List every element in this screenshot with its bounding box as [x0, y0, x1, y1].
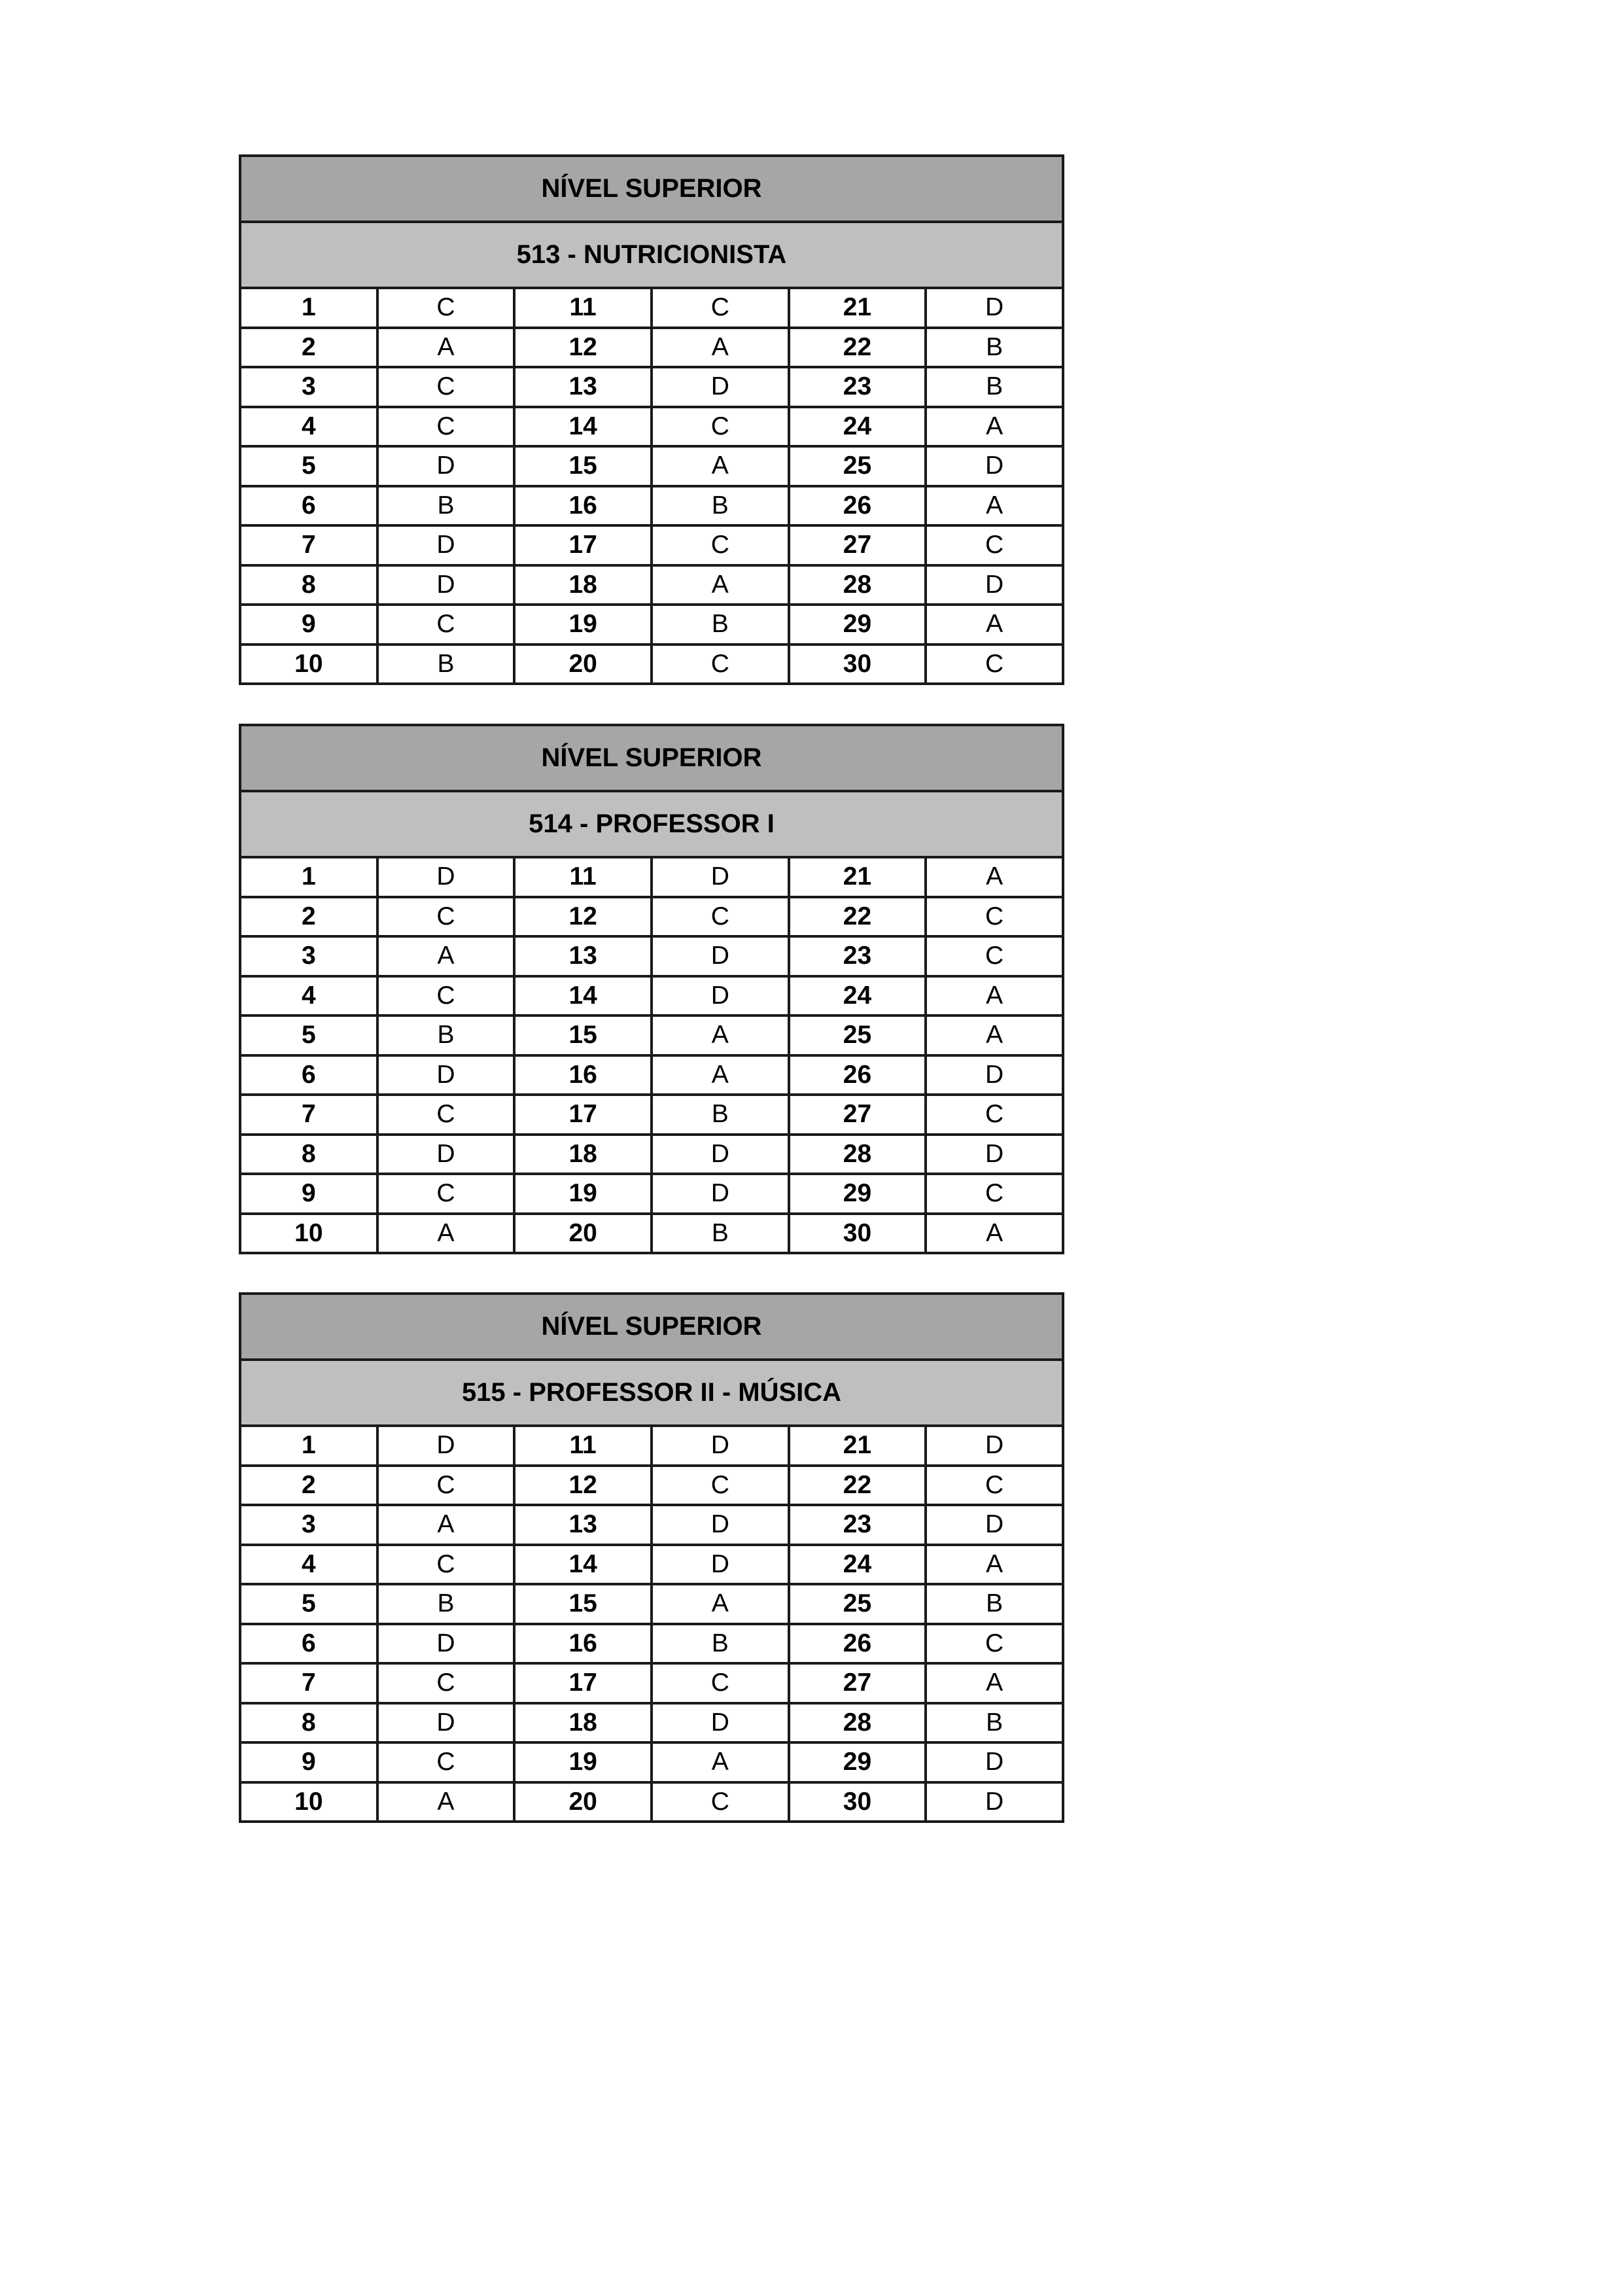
answer-letter: D [377, 1426, 515, 1466]
question-number: 6 [240, 1055, 377, 1095]
question-number: 6 [240, 1624, 377, 1664]
answer-letter: C [926, 1174, 1063, 1214]
answer-letter: A [377, 1505, 515, 1545]
question-number: 16 [514, 1624, 652, 1664]
question-number: 8 [240, 565, 377, 605]
question-number: 9 [240, 605, 377, 645]
answer-letter: D [926, 446, 1063, 486]
answer-letter: B [652, 1095, 789, 1135]
question-number: 30 [789, 1782, 926, 1822]
question-number: 10 [240, 645, 377, 684]
role-header-row [240, 1360, 1063, 1426]
answer-letter: A [926, 857, 1063, 897]
table-row [240, 897, 1063, 937]
question-number: 24 [789, 1545, 926, 1585]
table-row [240, 1624, 1063, 1664]
question-number: 8 [240, 1703, 377, 1743]
answer-letter: C [652, 1466, 789, 1506]
answer-letter: D [377, 525, 515, 565]
answer-letter: A [926, 1016, 1063, 1055]
answer-letter: A [926, 976, 1063, 1016]
answer-letter: A [652, 1584, 789, 1624]
question-number: 22 [789, 897, 926, 937]
answer-letter: C [377, 1174, 515, 1214]
answer-letter: D [377, 1703, 515, 1743]
question-number: 27 [789, 1095, 926, 1135]
question-number: 27 [789, 525, 926, 565]
answer-letter: C [652, 525, 789, 565]
question-number: 20 [514, 1214, 652, 1254]
level-header: NÍVEL SUPERIOR [240, 725, 1063, 791]
answer-letter: C [926, 1624, 1063, 1664]
question-number: 19 [514, 1174, 652, 1214]
answer-letter: A [926, 605, 1063, 645]
question-number: 11 [514, 1426, 652, 1466]
role-header: 513 - NUTRICIONISTA [240, 222, 1063, 288]
answer-letter: C [377, 1095, 515, 1135]
answer-letter: D [926, 1055, 1063, 1095]
question-number: 21 [789, 1426, 926, 1466]
answer-letter: C [377, 367, 515, 407]
answer-letter: C [652, 897, 789, 937]
answer-key-table-513 [239, 154, 1064, 685]
answer-letter: C [926, 936, 1063, 976]
answer-letter: B [652, 605, 789, 645]
question-number: 29 [789, 605, 926, 645]
answer-letter: D [926, 1505, 1063, 1545]
answer-letter: C [377, 288, 515, 328]
answer-letter: D [377, 1135, 515, 1174]
question-number: 23 [789, 936, 926, 976]
question-number: 12 [514, 328, 652, 368]
question-number: 30 [789, 1214, 926, 1254]
level-header: NÍVEL SUPERIOR [240, 156, 1063, 222]
question-number: 24 [789, 976, 926, 1016]
question-number: 1 [240, 857, 377, 897]
answer-letter: C [926, 645, 1063, 684]
table-row [240, 407, 1063, 447]
answer-letter: A [652, 328, 789, 368]
question-number: 10 [240, 1782, 377, 1822]
question-number: 12 [514, 1466, 652, 1506]
answer-letter: B [377, 486, 515, 526]
question-number: 23 [789, 367, 926, 407]
question-number: 22 [789, 1466, 926, 1506]
question-number: 27 [789, 1663, 926, 1703]
answer-letter: A [652, 565, 789, 605]
question-number: 14 [514, 407, 652, 447]
question-number: 4 [240, 407, 377, 447]
answer-letter: D [652, 857, 789, 897]
answer-letter: D [926, 1135, 1063, 1174]
answer-letter: A [926, 1214, 1063, 1254]
table-row [240, 1505, 1063, 1545]
question-number: 1 [240, 288, 377, 328]
answer-letter: C [652, 645, 789, 684]
question-number: 26 [789, 486, 926, 526]
answer-letter: C [377, 1663, 515, 1703]
answer-letter: C [377, 407, 515, 447]
question-number: 19 [514, 605, 652, 645]
question-number: 24 [789, 407, 926, 447]
answer-letter: D [652, 1703, 789, 1743]
table-row [240, 446, 1063, 486]
question-number: 3 [240, 1505, 377, 1545]
question-number: 20 [514, 645, 652, 684]
question-number: 18 [514, 1703, 652, 1743]
question-number: 8 [240, 1135, 377, 1174]
answer-letter: C [652, 1663, 789, 1703]
question-number: 5 [240, 446, 377, 486]
answer-letter: D [377, 1055, 515, 1095]
answer-letter: C [652, 1782, 789, 1822]
answer-letter: D [652, 1426, 789, 1466]
table-row [240, 1135, 1063, 1174]
question-number: 10 [240, 1214, 377, 1254]
table-row [240, 1016, 1063, 1055]
question-number: 19 [514, 1742, 652, 1782]
question-number: 5 [240, 1016, 377, 1055]
answer-letter: A [926, 1663, 1063, 1703]
table-row [240, 605, 1063, 645]
question-number: 15 [514, 1584, 652, 1624]
answer-letter: C [377, 976, 515, 1016]
question-number: 26 [789, 1055, 926, 1095]
question-number: 9 [240, 1742, 377, 1782]
table-row [240, 857, 1063, 897]
answer-letter: B [377, 1016, 515, 1055]
role-header-row [240, 222, 1063, 288]
answer-letter: A [377, 1782, 515, 1822]
question-number: 2 [240, 328, 377, 368]
question-number: 6 [240, 486, 377, 526]
question-number: 12 [514, 897, 652, 937]
question-number: 29 [789, 1742, 926, 1782]
table-row [240, 486, 1063, 526]
answer-letter: B [926, 1584, 1063, 1624]
question-number: 14 [514, 1545, 652, 1585]
table-row [240, 1782, 1063, 1822]
question-number: 18 [514, 1135, 652, 1174]
question-number: 3 [240, 936, 377, 976]
answer-letter: D [652, 367, 789, 407]
table-row [240, 1584, 1063, 1624]
table-row [240, 976, 1063, 1016]
question-number: 25 [789, 1584, 926, 1624]
table-row [240, 525, 1063, 565]
table-row [240, 1545, 1063, 1585]
answer-letter: C [377, 897, 515, 937]
answer-letter: A [652, 1742, 789, 1782]
answer-letter: A [926, 486, 1063, 526]
answer-letter: D [377, 446, 515, 486]
answer-letter: A [652, 446, 789, 486]
level-header-row [240, 725, 1063, 791]
question-number: 17 [514, 1663, 652, 1703]
question-number: 17 [514, 525, 652, 565]
answer-key-table-515 [239, 1292, 1064, 1823]
answer-letter: D [926, 1426, 1063, 1466]
table-row [240, 1095, 1063, 1135]
table-row [240, 1055, 1063, 1095]
question-number: 20 [514, 1782, 652, 1822]
answer-letter: D [652, 1505, 789, 1545]
question-number: 28 [789, 565, 926, 605]
answer-letter: B [652, 486, 789, 526]
question-number: 30 [789, 645, 926, 684]
question-number: 2 [240, 1466, 377, 1506]
question-number: 11 [514, 857, 652, 897]
question-number: 2 [240, 897, 377, 937]
question-number: 13 [514, 367, 652, 407]
question-number: 28 [789, 1135, 926, 1174]
answer-letter: D [926, 1742, 1063, 1782]
question-number: 13 [514, 936, 652, 976]
question-number: 1 [240, 1426, 377, 1466]
answer-letter: D [377, 565, 515, 605]
role-header-row [240, 791, 1063, 857]
answer-letter: A [377, 936, 515, 976]
question-number: 25 [789, 1016, 926, 1055]
answer-letter: A [377, 328, 515, 368]
question-number: 25 [789, 446, 926, 486]
table-row [240, 1174, 1063, 1214]
answer-letter: B [377, 1584, 515, 1624]
question-number: 15 [514, 446, 652, 486]
answer-letter: D [926, 565, 1063, 605]
question-number: 7 [240, 1663, 377, 1703]
question-number: 14 [514, 976, 652, 1016]
answer-letter: D [652, 1135, 789, 1174]
answer-key-table-514 [239, 724, 1064, 1254]
answer-letter: A [652, 1055, 789, 1095]
answer-letter: D [377, 857, 515, 897]
table-row [240, 288, 1063, 328]
answer-letter: A [377, 1214, 515, 1254]
question-number: 21 [789, 857, 926, 897]
question-number: 18 [514, 565, 652, 605]
question-number: 5 [240, 1584, 377, 1624]
answer-letter: B [377, 645, 515, 684]
question-number: 22 [789, 328, 926, 368]
question-number: 4 [240, 1545, 377, 1585]
answer-letter: C [652, 288, 789, 328]
table-row [240, 328, 1063, 368]
answer-letter: B [652, 1214, 789, 1254]
question-number: 3 [240, 367, 377, 407]
answer-letter: D [926, 1782, 1063, 1822]
answer-letter: C [377, 1742, 515, 1782]
question-number: 21 [789, 288, 926, 328]
table-row [240, 1663, 1063, 1703]
question-number: 28 [789, 1703, 926, 1743]
answer-letter: C [377, 1545, 515, 1585]
answer-letter: C [926, 1095, 1063, 1135]
question-number: 16 [514, 1055, 652, 1095]
question-number: 11 [514, 288, 652, 328]
answer-letter: C [926, 897, 1063, 937]
level-header-row [240, 156, 1063, 222]
table-row [240, 1742, 1063, 1782]
table-row [240, 936, 1063, 976]
answer-letter: D [377, 1624, 515, 1664]
answer-letter: B [926, 1703, 1063, 1743]
answer-letter: D [926, 288, 1063, 328]
question-number: 15 [514, 1016, 652, 1055]
level-header-row [240, 1294, 1063, 1360]
answer-letter: D [652, 976, 789, 1016]
answer-letter: C [926, 525, 1063, 565]
question-number: 23 [789, 1505, 926, 1545]
answer-letter: D [652, 1174, 789, 1214]
table-row [240, 1426, 1063, 1466]
question-number: 7 [240, 1095, 377, 1135]
answer-letter: C [377, 1466, 515, 1506]
question-number: 17 [514, 1095, 652, 1135]
answer-letter: A [652, 1016, 789, 1055]
answer-letter: B [926, 328, 1063, 368]
question-number: 9 [240, 1174, 377, 1214]
answer-letter: D [652, 936, 789, 976]
question-number: 4 [240, 976, 377, 1016]
question-number: 16 [514, 486, 652, 526]
question-number: 13 [514, 1505, 652, 1545]
question-number: 29 [789, 1174, 926, 1214]
table-row [240, 645, 1063, 684]
role-header: 515 - PROFESSOR II - MÚSICA [240, 1360, 1063, 1426]
role-header: 514 - PROFESSOR I [240, 791, 1063, 857]
answer-letter: A [926, 407, 1063, 447]
question-number: 26 [789, 1624, 926, 1664]
answer-letter: D [652, 1545, 789, 1585]
table-row [240, 1703, 1063, 1743]
table-row [240, 367, 1063, 407]
answer-letter: C [652, 407, 789, 447]
table-row [240, 565, 1063, 605]
answer-letter: C [926, 1466, 1063, 1506]
answer-letter: B [926, 367, 1063, 407]
answer-letter: B [652, 1624, 789, 1664]
question-number: 7 [240, 525, 377, 565]
table-row [240, 1214, 1063, 1254]
answer-letter: A [926, 1545, 1063, 1585]
answer-letter: C [377, 605, 515, 645]
level-header: NÍVEL SUPERIOR [240, 1294, 1063, 1360]
table-row [240, 1466, 1063, 1506]
